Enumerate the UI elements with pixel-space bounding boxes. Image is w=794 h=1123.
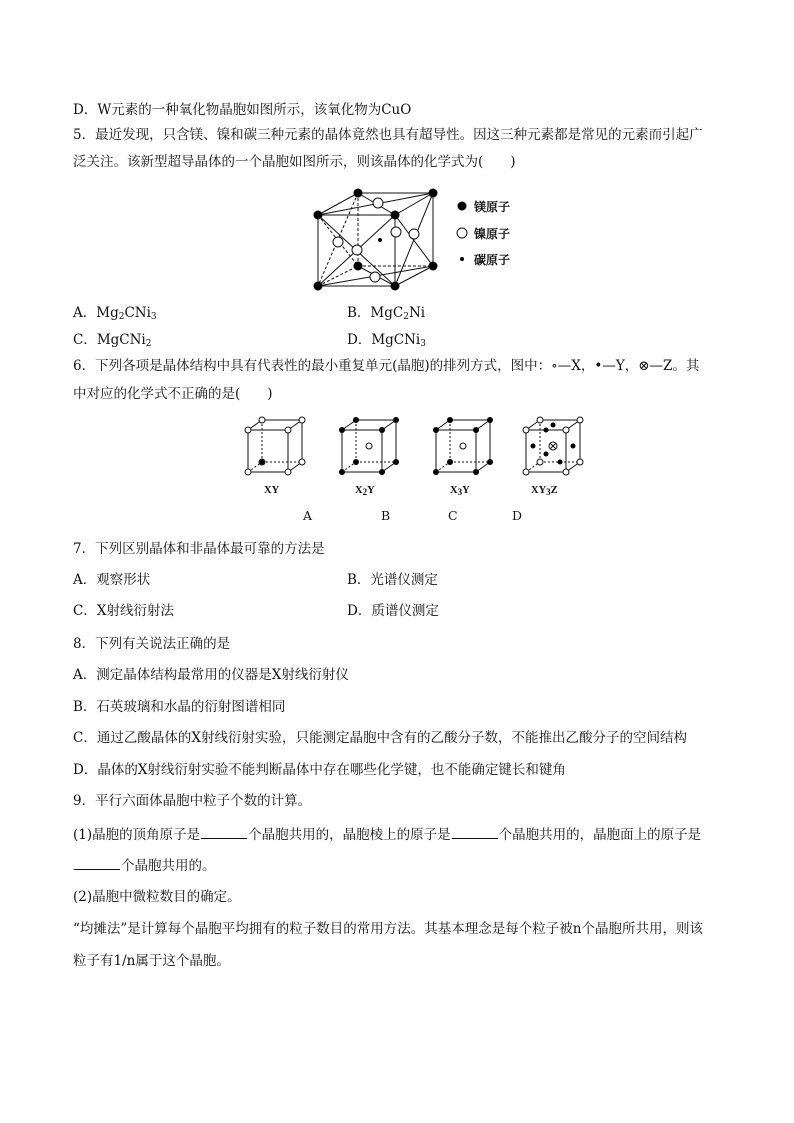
mg-atom bbox=[429, 189, 438, 198]
q8-stem: 8．下列有关说法正确的是 bbox=[73, 636, 231, 652]
legend-c-label: 碳原子 bbox=[474, 253, 511, 267]
ni-atom bbox=[352, 245, 362, 255]
q6-cell-b bbox=[339, 417, 399, 475]
legend-c-marker bbox=[460, 257, 464, 261]
ni-atom bbox=[333, 237, 343, 247]
answer-blank-2[interactable] bbox=[452, 826, 498, 839]
q8-option-b: B．石英玻璃和水晶的衍射图谱相同 bbox=[73, 699, 286, 715]
q7-option-d: D．质谱仪测定 bbox=[347, 603, 439, 619]
q6-letter-d: D bbox=[512, 508, 523, 523]
q5-option-c: C．MgCNi$_2$ bbox=[73, 332, 152, 349]
q5-stem-line-2: 泛关注。该新型超导晶体的一个晶胞如图所示，则该晶体的化学式为( ) bbox=[73, 154, 516, 170]
mg-atom bbox=[354, 189, 363, 198]
q6-formula-a: XY bbox=[264, 485, 280, 496]
q6-formula-c: $X_3Y$ bbox=[450, 485, 470, 497]
mg-atom bbox=[391, 282, 400, 291]
q8-option-a: A．测定晶体结构最常用的仪器是X射线衍射仪 bbox=[73, 667, 349, 683]
q6-letter-c: C bbox=[448, 508, 458, 523]
legend-mg-marker bbox=[458, 202, 467, 211]
q6-cell-a bbox=[245, 417, 305, 475]
mg-atom bbox=[354, 262, 363, 271]
q7-stem: 7．下列区别晶体和非晶体最可靠的方法是 bbox=[73, 541, 325, 557]
q6-stem-line-2: 中对应的化学式不正确的是( ) bbox=[73, 386, 273, 402]
q9-part2-line1: “均摊法”是计算每个晶胞平均拥有的粒子数目的常用方法。其基本理念是每个粒子被n个晶胞所共用，则该 bbox=[73, 921, 703, 937]
q9-part2-line2: 粒子有1/n属于这个晶胞。 bbox=[73, 953, 230, 969]
ni-atom bbox=[370, 272, 380, 282]
q5-option-a: A．$Mg_2CNi_3$ bbox=[73, 305, 157, 322]
q9-part1-line2: 个晶胞共用的。 bbox=[73, 857, 216, 875]
q6-cell-d bbox=[523, 417, 583, 475]
ni-atom bbox=[373, 198, 383, 208]
q7-option-a: A．观察形状 bbox=[73, 572, 151, 588]
q5-stem-line-1: 5．最近发现，只含镁、镍和碳三种元素的晶体竟然也具有超导性。因这三种元素都是常见的元素而引起广 bbox=[73, 127, 703, 143]
q6-cell-c bbox=[433, 417, 493, 475]
q7-option-b: B．光谱仪测定 bbox=[347, 572, 438, 588]
ni-atom bbox=[391, 227, 401, 237]
q6-stem-line-1: 6．下列各项是晶体结构中具有代表性的最小重复单元(晶胞)的排列方式，图中：∘—X，•—Y，⊗—Z。其 bbox=[73, 358, 700, 374]
q6-letter-a: A bbox=[303, 508, 313, 523]
q8-option-d: D．晶体的X射线衍射实验不能判断晶体中存在哪些化学键，也不能确定键长和键角 bbox=[73, 762, 566, 778]
ni-atom bbox=[409, 229, 419, 239]
c-atom bbox=[378, 238, 382, 242]
mg-atom bbox=[314, 282, 323, 291]
answer-blank-3[interactable] bbox=[74, 857, 120, 870]
q6-cells-figure bbox=[240, 412, 590, 482]
option-d-previous-question: D．W元素的一种氧化物晶胞如图所示，该氧化物为CuO bbox=[73, 102, 412, 118]
mg-atom bbox=[429, 262, 438, 271]
legend-ni-label: 镍原子 bbox=[474, 227, 511, 241]
q6-formula-b: $X_2Y$ bbox=[355, 485, 375, 497]
q9-part1-line1: (1)晶胞的顶角原子是 个晶胞共用的，晶胞棱上的原子是 个晶胞共用的，晶胞面上的原子是 bbox=[73, 827, 702, 843]
legend-mg-label: 镁原子 bbox=[474, 200, 511, 214]
q9-part2: (2)晶胞中微粒数目的确定。 bbox=[73, 889, 241, 905]
mg-atom bbox=[314, 211, 323, 220]
q5-option-d: D．MgCNi$_3$ bbox=[347, 332, 426, 349]
q6-formula-d: $XY_3Z$ bbox=[531, 485, 558, 497]
q7-option-c: C．X射线衍射法 bbox=[73, 603, 174, 619]
q9-stem: 9．平行六面体晶胞中粒子个数的计算。 bbox=[73, 793, 312, 809]
answer-blank-1[interactable] bbox=[201, 826, 247, 839]
q8-option-c: C．通过乙酸晶体的X射线衍射实验，只能测定晶胞中含有的乙酸分子数，不能推出乙酸分子的空间结构 bbox=[73, 730, 687, 746]
q5-option-b: B．MgC$_2$Ni bbox=[347, 305, 426, 322]
legend-ni-marker bbox=[457, 228, 467, 238]
q6-letter-b: B bbox=[381, 508, 391, 523]
mg-atom bbox=[391, 211, 400, 220]
